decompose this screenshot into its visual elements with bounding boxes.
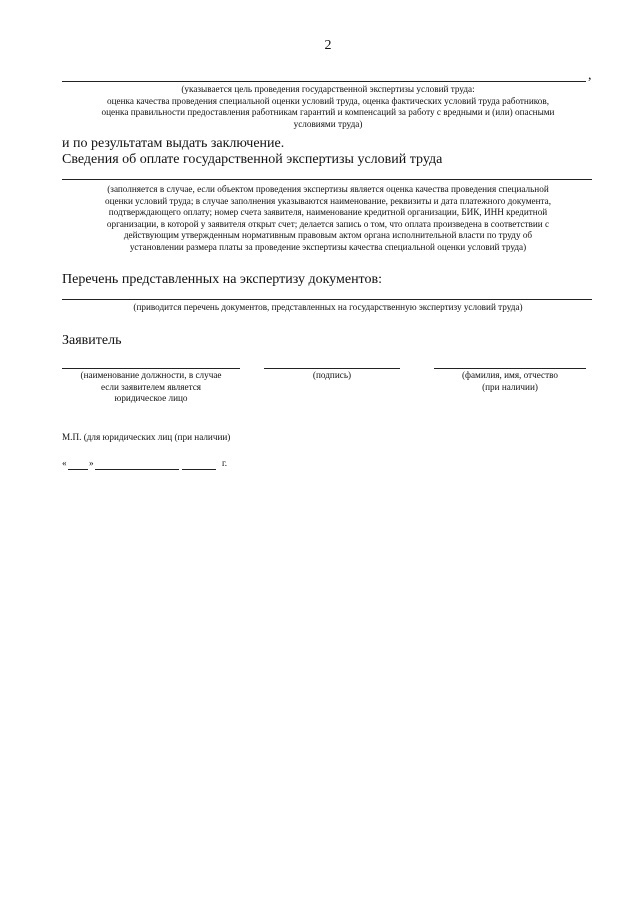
documents-heading: Перечень представленных на экспертизу документов:: [62, 272, 382, 287]
page-number: 2: [324, 38, 332, 53]
date-day-field[interactable]: [68, 469, 88, 470]
signature-label: (подпись): [312, 370, 352, 380]
hint-line: подтверждающего оплату; номер счета заявителя, наименование кредитной организации, БИК, ИНН кредитной: [108, 207, 548, 218]
hint-line: (заполняется в случае, если объектом проведения экспертизы является оценка качества проведения специальной: [107, 184, 549, 194]
hint-line: (указывается цель проведения государственной экспертизы условий труда:: [181, 84, 475, 94]
hint-line: условиями труда): [293, 118, 363, 129]
conclusion-text: и по результатам выдать заключение.: [62, 136, 285, 151]
documents-fill-line[interactable]: [62, 299, 592, 300]
payment-fill-line[interactable]: [62, 179, 592, 180]
hint-line: установлении размера платы за проведение экспертизы качества специальной оценки условий труда): [129, 241, 527, 252]
date-close-quote: »: [89, 458, 94, 468]
payment-heading: Сведения об оплате государственной экспертизы условий труда: [62, 152, 443, 167]
purpose-comma: ,: [588, 68, 592, 83]
date-open-quote: «: [62, 458, 67, 468]
hint-line: действующим утвержденным нормативным правовым актом органа исполнительной власти по труду об: [123, 230, 533, 241]
documents-hint: (приводится перечень документов, представленных на государственную экспертизу условий труда): [133, 302, 523, 312]
position-label: (наименование должности, в случае если заявителем является юридическое лицо: [80, 370, 222, 404]
stamp-note: М.П. (для юридических лиц (при наличии): [62, 432, 231, 442]
purpose-hint: [52, 84, 604, 130]
date-month-field[interactable]: [95, 469, 179, 470]
signature-fill-line[interactable]: [264, 368, 400, 369]
applicant-heading: Заявитель: [62, 333, 122, 348]
hint-line: организации, в которой у заявителя открыт счет; делается запись о том, что оплата произведена в соответствии с: [106, 218, 550, 229]
hint-line: оценки условий труда; в случае заполнения указываются наименование, реквизиты и дата платежного документа,: [104, 195, 552, 206]
payment-hint: [52, 184, 604, 254]
date-year-field[interactable]: [182, 469, 216, 470]
hint-line: оценка качества проведения специальной оценки условий труда, оценка фактических условий труда работников,: [107, 95, 549, 106]
name-fill-line[interactable]: [434, 368, 586, 369]
date-year-suffix: г.: [222, 458, 228, 468]
name-label: (фамилия, имя, отчество (при наличии): [461, 370, 559, 392]
hint-line: оценка правильности предоставления работникам гарантий и компенсаций за работу с вредными и (или) опасными: [101, 107, 555, 118]
position-fill-line[interactable]: [62, 368, 240, 369]
purpose-fill-line[interactable]: [62, 81, 586, 82]
